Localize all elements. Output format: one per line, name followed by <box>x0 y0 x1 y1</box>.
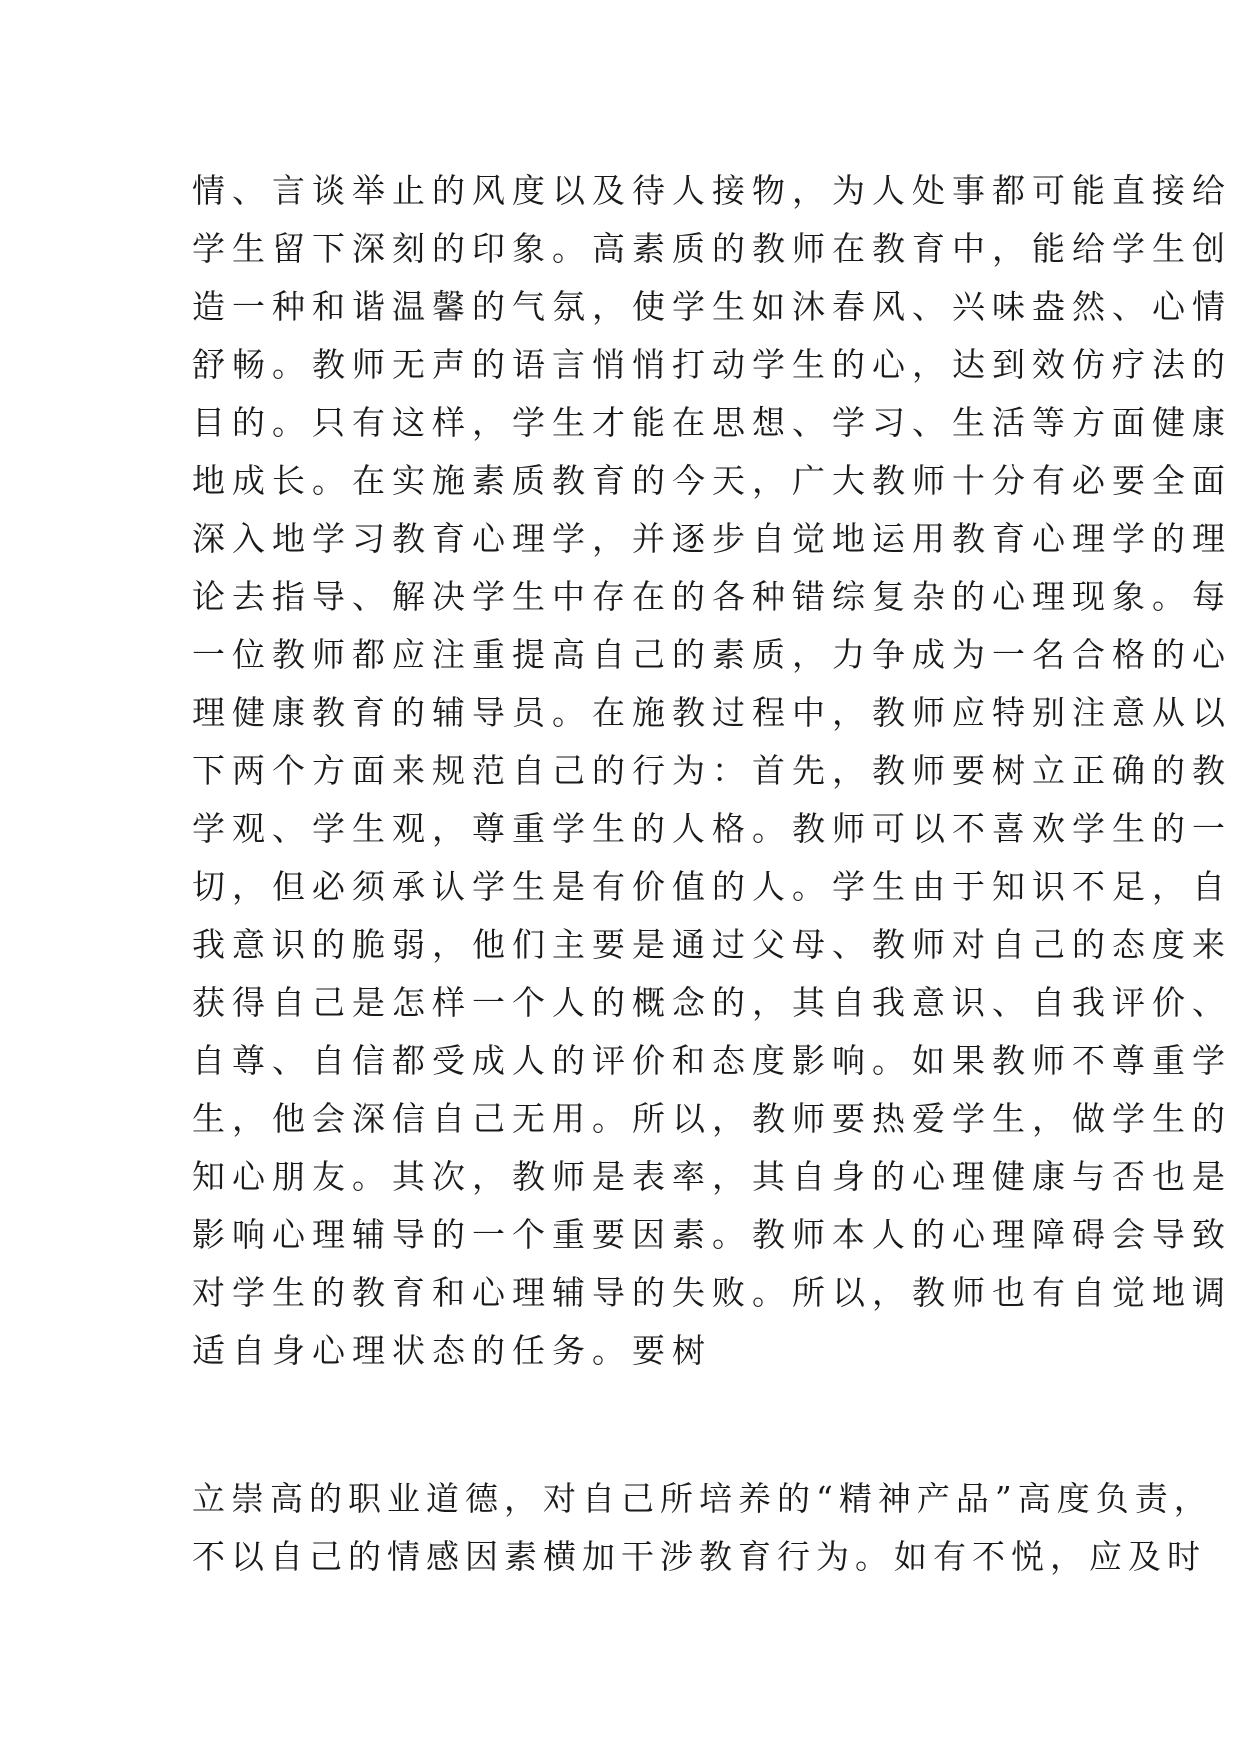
text-line: 目的。只有这样，学生才能在思想、学习、生活等方面健康 <box>192 403 1232 442</box>
text-line: 对学生的教育和心理辅导的失败。所以，教师也有自觉地调 <box>192 1273 1232 1312</box>
paragraph-block <box>192 1470 1213 1586</box>
text-line: 下两个方面来规范自己的行为：首先，教师要树立正确的教 <box>192 751 1232 790</box>
text-line: 一位教师都应注重提高自己的素质，力争成为一名合格的心 <box>192 635 1232 674</box>
text-line: 造一种和谐温馨的气氛，使学生如沐春风、兴味盎然、心情 <box>192 287 1232 326</box>
text-line: 获得自己是怎样一个人的概念的，其自我意识、自我评价、 <box>192 983 1232 1022</box>
text-line: 论去指导、解决学生中存在的各种错综复杂的心理现象。每 <box>192 577 1232 616</box>
text-line: 立崇高的职业道德，对自己所培养的“精神产品”高度负责， <box>192 1479 1213 1518</box>
text-line: 学观、学生观，尊重学生的人格。教师可以不喜欢学生的一 <box>192 809 1232 848</box>
text-line: 地成长。在实施素质教育的今天，广大教师十分有必要全面 <box>192 461 1232 500</box>
text-line: 生，他会深信自己无用。所以，教师要热爱学生，做学生的 <box>192 1099 1232 1138</box>
text-line: 不以自己的情感因素横加干涉教育行为。如有不悦，应及时 <box>192 1537 1206 1576</box>
text-line: 理健康教育的辅导员。在施教过程中，教师应特别注意从以 <box>192 693 1232 732</box>
text-line: 情、言谈举止的风度以及待人接物，为人处事都可能直接给 <box>192 171 1232 210</box>
text-line: 切，但必须承认学生是有价值的人。学生由于知识不足，自 <box>192 867 1232 906</box>
text-line: 学生留下深刻的印象。高素质的教师在教育中，能给学生创 <box>192 229 1232 268</box>
text-line: 自尊、自信都受成人的评价和态度影响。如果教师不尊重学 <box>192 1041 1232 1080</box>
text-line: 影响心理辅导的一个重要因素。教师本人的心理障碍会导致 <box>192 1215 1232 1254</box>
text-line: 适自身心理状态的任务。要树 <box>192 1331 712 1370</box>
text-line: 我意识的脆弱，他们主要是通过父母、教师对自己的态度来 <box>192 925 1232 964</box>
text-line: 知心朋友。其次，教师是表率，其自身的心理健康与否也是 <box>192 1157 1232 1196</box>
text-line: 舒畅。教师无声的语言悄悄打动学生的心，达到效仿疗法的 <box>192 345 1232 384</box>
paragraph-block <box>192 162 1232 1380</box>
text-line: 深入地学习教育心理学，并逐步自觉地运用教育心理学的理 <box>192 519 1232 558</box>
